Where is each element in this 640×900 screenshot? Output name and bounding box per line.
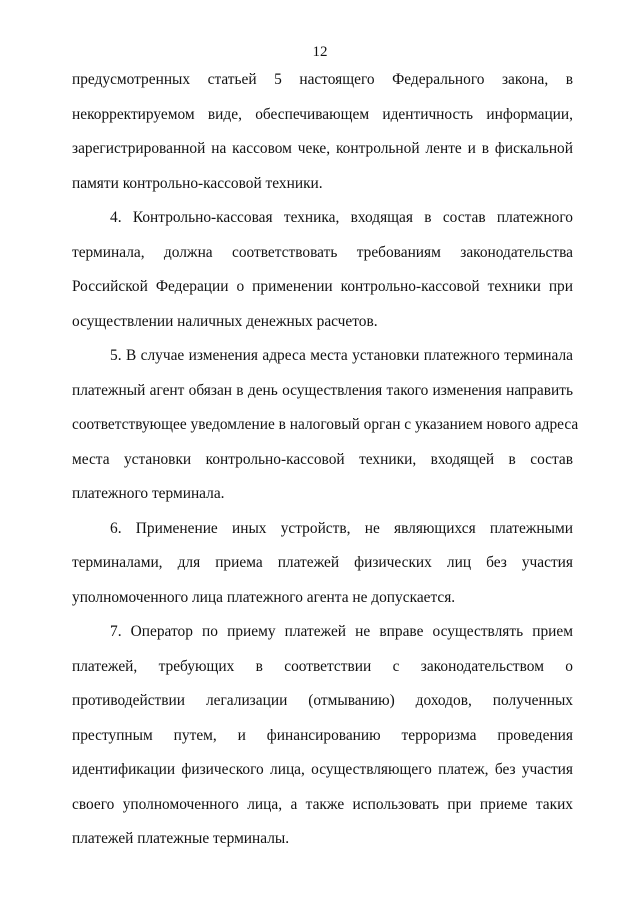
text-line: Российской Федерации о применении контрольно-кассовой техники при <box>72 278 573 295</box>
text-line: своего уполномоченного лица, а также использовать при приеме таких <box>72 795 573 813</box>
text-line: осуществлении наличных денежных расчетов. <box>72 312 378 330</box>
paragraph-6 <box>72 512 573 616</box>
text-line: платежей, требующих в соответствии с законодательством о <box>72 657 573 675</box>
text-line: 4. Контрольно-кассовая техника, входящая в состав платежного <box>110 209 573 226</box>
text-line: некорректируемом виде, обеспечивающем идентичность информации, <box>72 105 573 123</box>
text-line: терминалами, для приема платежей физических лиц без участия <box>72 554 573 571</box>
paragraph-4 <box>72 201 573 339</box>
text-line: места установки контрольно-кассовой техники, входящей в состав <box>72 450 573 468</box>
paragraph-7 <box>72 615 573 857</box>
text-line: соответствующее уведомление в налоговый орган с указанием нового адреса <box>72 416 579 433</box>
text-line: 7. Оператор по приему платежей не вправе осуществлять прием <box>110 623 573 640</box>
paragraph-5 <box>72 339 579 512</box>
text-line: 5. В случае изменения адреса места установки платежного терминала <box>110 347 573 364</box>
page-number: 12 <box>312 44 328 60</box>
text-line: памяти контрольно-кассовой техники. <box>72 174 323 192</box>
text-line: платежей платежные терминалы. <box>72 830 290 847</box>
text-line: терминала, должна соответствовать требованиям законодательства <box>72 243 573 261</box>
text-line: платежного терминала. <box>72 485 225 502</box>
text-line: 6. Применение иных устройств, не являющихся платежными <box>110 519 573 537</box>
text-line: противодействии легализации (отмыванию) доходов, полученных <box>72 692 573 709</box>
text-line: уполномоченного лица платежного агента не допускается. <box>72 588 456 606</box>
text-line: преступным путем, и финансированию терроризма проведения <box>72 726 573 744</box>
text-line: предусмотренных статьей 5 настоящего Федерального закона, в <box>72 71 573 88</box>
document-body <box>72 63 579 857</box>
text-line: платежный агент обязан в день осуществления такого изменения направить <box>72 381 573 399</box>
text-line: зарегистрированной на кассовом чеке, контрольной ленте и в фискальной <box>72 140 573 157</box>
paragraph-continuation <box>72 63 573 201</box>
text-line: идентификации физического лица, осуществляющего платеж, без участия <box>72 761 573 778</box>
